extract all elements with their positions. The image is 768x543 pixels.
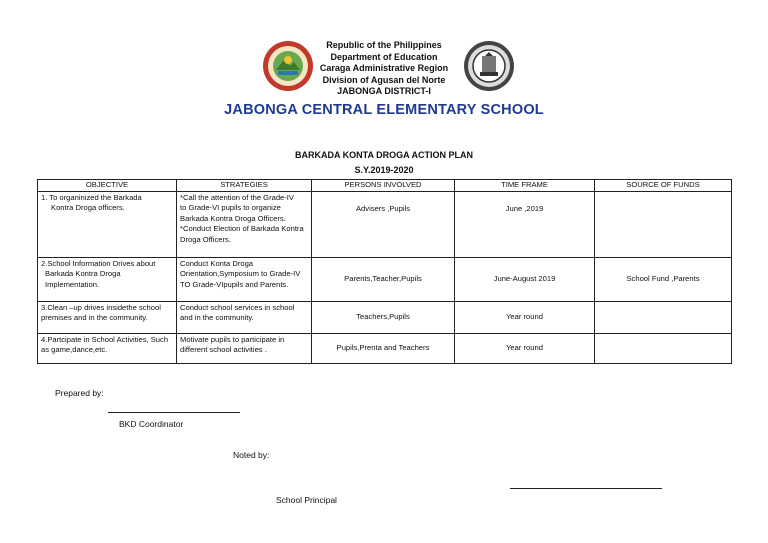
funds-cell: School Fund ,Parents [595,257,732,301]
header-line: JABONGA DISTRICT-I [337,86,431,96]
header-line: Republic of the Philippines [326,40,442,50]
header-line: Department of Education [330,51,438,62]
noted-by-label: Noted by: [233,450,270,460]
column-header: OBJECTIVE [38,180,177,192]
column-header: TIME FRAME [455,180,595,192]
time-frame-cell: Year round [455,333,595,363]
persons-cell: Pupils,Prenta and Teachers [312,333,455,363]
table-row [38,191,732,257]
objective-cell [38,191,177,257]
header-line: Caraga Administrative Region [319,63,449,73]
school-year: S.Y.2019-2020 [354,165,414,175]
time-frame-cell: Year round [455,301,595,333]
coordinator-title: BKD Coordinator [119,419,184,429]
cell-text: Kontra Droga officers. [51,203,125,212]
funds-cell [595,333,732,363]
objective-cell [38,257,177,301]
principal-title: School Principal [276,495,337,505]
cell-text: to Grade-VI pupils to organize Barkada Kontra Droga Officers. [180,203,286,223]
table-header-row [38,180,732,192]
cell-text: *Call the attention of the Grade-IV [180,192,294,202]
strategies-cell: Conduct school services in school and in the community. [177,301,312,333]
objective-cell: 3.Clean –up drives insidethe school premises and in the community. [38,301,177,333]
cell-text: 1. To organinized the Barkada [41,192,142,202]
strategies-cell: Motivate pupils to participate in different school activities . [177,333,312,363]
persons-cell: Advisers ,Pupils [312,191,455,257]
time-frame-cell: June ,2019 [455,191,595,257]
cell-text: 2.School Information Drives about [41,258,156,268]
cell-text: Barkada Kontra Droga Implementation. [45,269,121,289]
objective-cell: 4.Partcipate in School Activities, Such as game,dance,etc. [38,333,177,363]
persons-cell: Teachers,Pupils [312,301,455,333]
document-header [0,40,768,98]
time-frame-cell: June-August 2019 [455,257,595,301]
column-header: SOURCE OF FUNDS [595,180,732,192]
table-row [38,257,732,301]
strategies-cell: Conduct Konta Droga Orientation,Symposium to Grade-IV TO Grade-VIpupils and Parents. [177,257,312,301]
table-row [38,301,732,333]
table-row [38,333,732,363]
coordinator-signature-line [108,412,240,413]
cell-text: *Conduct Election of Barkada Kontra Droga Officers. [180,224,304,244]
school-name: JABONGA CENTRAL ELEMENTARY SCHOOL [224,102,544,118]
plan-title: BARKADA KONTA DROGA ACTION PLAN [295,150,473,160]
funds-cell [595,301,732,333]
principal-signature-line [510,488,662,489]
strategies-cell [177,191,312,257]
column-header: PERSONS INVOLVED [312,180,455,192]
prepared-by-label: Prepared by: [55,388,104,398]
column-header: STRATEGIES [177,180,312,192]
header-line: Division of Agusan del Norte [322,74,446,85]
action-plan-table [37,179,732,364]
persons-cell: Parents,Teacher,Pupils [312,257,455,301]
funds-cell [595,191,732,257]
